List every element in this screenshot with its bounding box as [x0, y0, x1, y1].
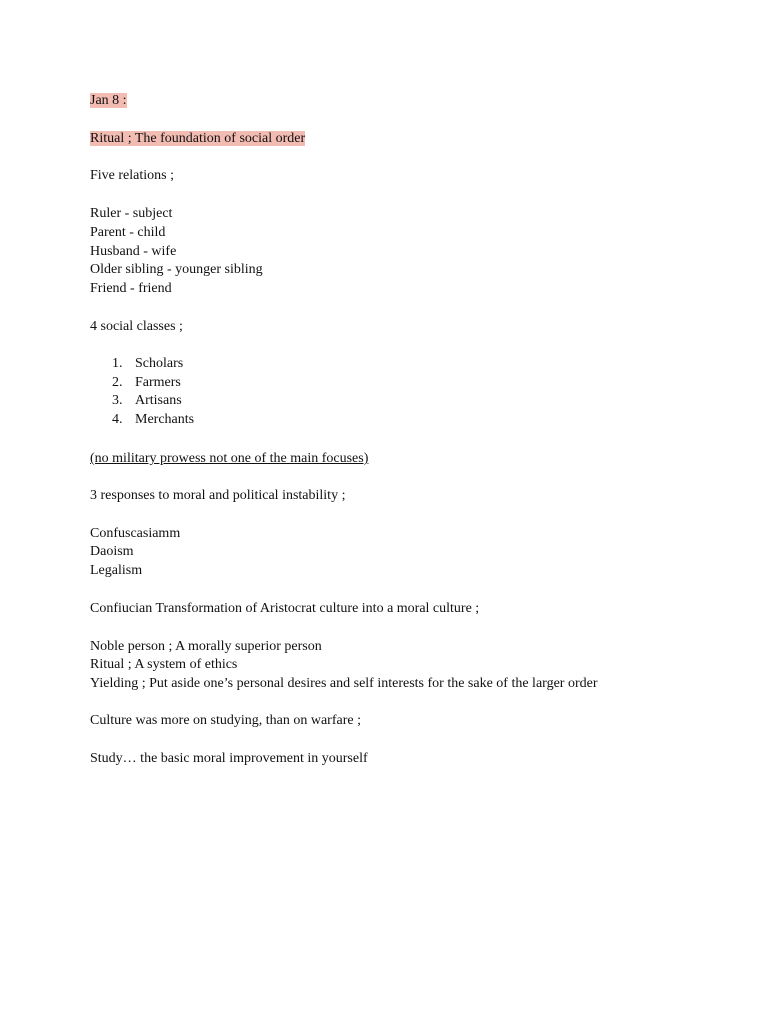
class-item-number: 3. [112, 393, 123, 408]
class-item-text: Artisans [135, 393, 182, 408]
response-item: Legalism [90, 563, 143, 578]
date-heading-highlight: Jan 8 : [90, 93, 127, 108]
response-item: Daoism [90, 544, 134, 559]
relation-item: Older sibling - younger sibling [90, 262, 263, 277]
relation-item: Ruler - subject [90, 206, 173, 221]
transformation-item: Noble person ; A morally superior person [90, 639, 322, 654]
class-item-text: Scholars [135, 356, 184, 371]
class-item-number: 1. [112, 356, 123, 371]
study-note: Study… the basic moral improvement in yourself [90, 751, 368, 766]
transformation-item: Yielding ; Put aside one’s personal desires and self interests for the sake of the larger order [90, 676, 598, 691]
transformation-item: Ritual ; A system of ethics [90, 657, 238, 672]
relation-item: Husband - wife [90, 244, 177, 259]
class-item-number: 2. [112, 375, 123, 390]
relations-heading: Five relations ; [90, 168, 174, 183]
classes-note: (no military prowess not one of the main focuses) [90, 451, 369, 466]
culture-note: Culture was more on studying, than on warfare ; [90, 713, 361, 728]
responses-heading: 3 responses to moral and political instability ; [90, 488, 346, 503]
transformation-heading: Confiucian Transformation of Aristocrat culture into a moral culture ; [90, 601, 480, 616]
relation-item: Friend - friend [90, 281, 172, 296]
class-item-text: Merchants [135, 412, 195, 427]
class-item-number: 4. [112, 412, 123, 427]
date-heading [90, 92, 127, 110]
page-title-highlight: Ritual ; The foundation of social order [90, 131, 306, 146]
relation-item: Parent - child [90, 225, 166, 240]
classes-heading: 4 social classes ; [90, 319, 183, 334]
class-item-text: Farmers [135, 375, 181, 390]
page-title [90, 130, 305, 148]
response-item: Confuscasiamm [90, 526, 181, 541]
